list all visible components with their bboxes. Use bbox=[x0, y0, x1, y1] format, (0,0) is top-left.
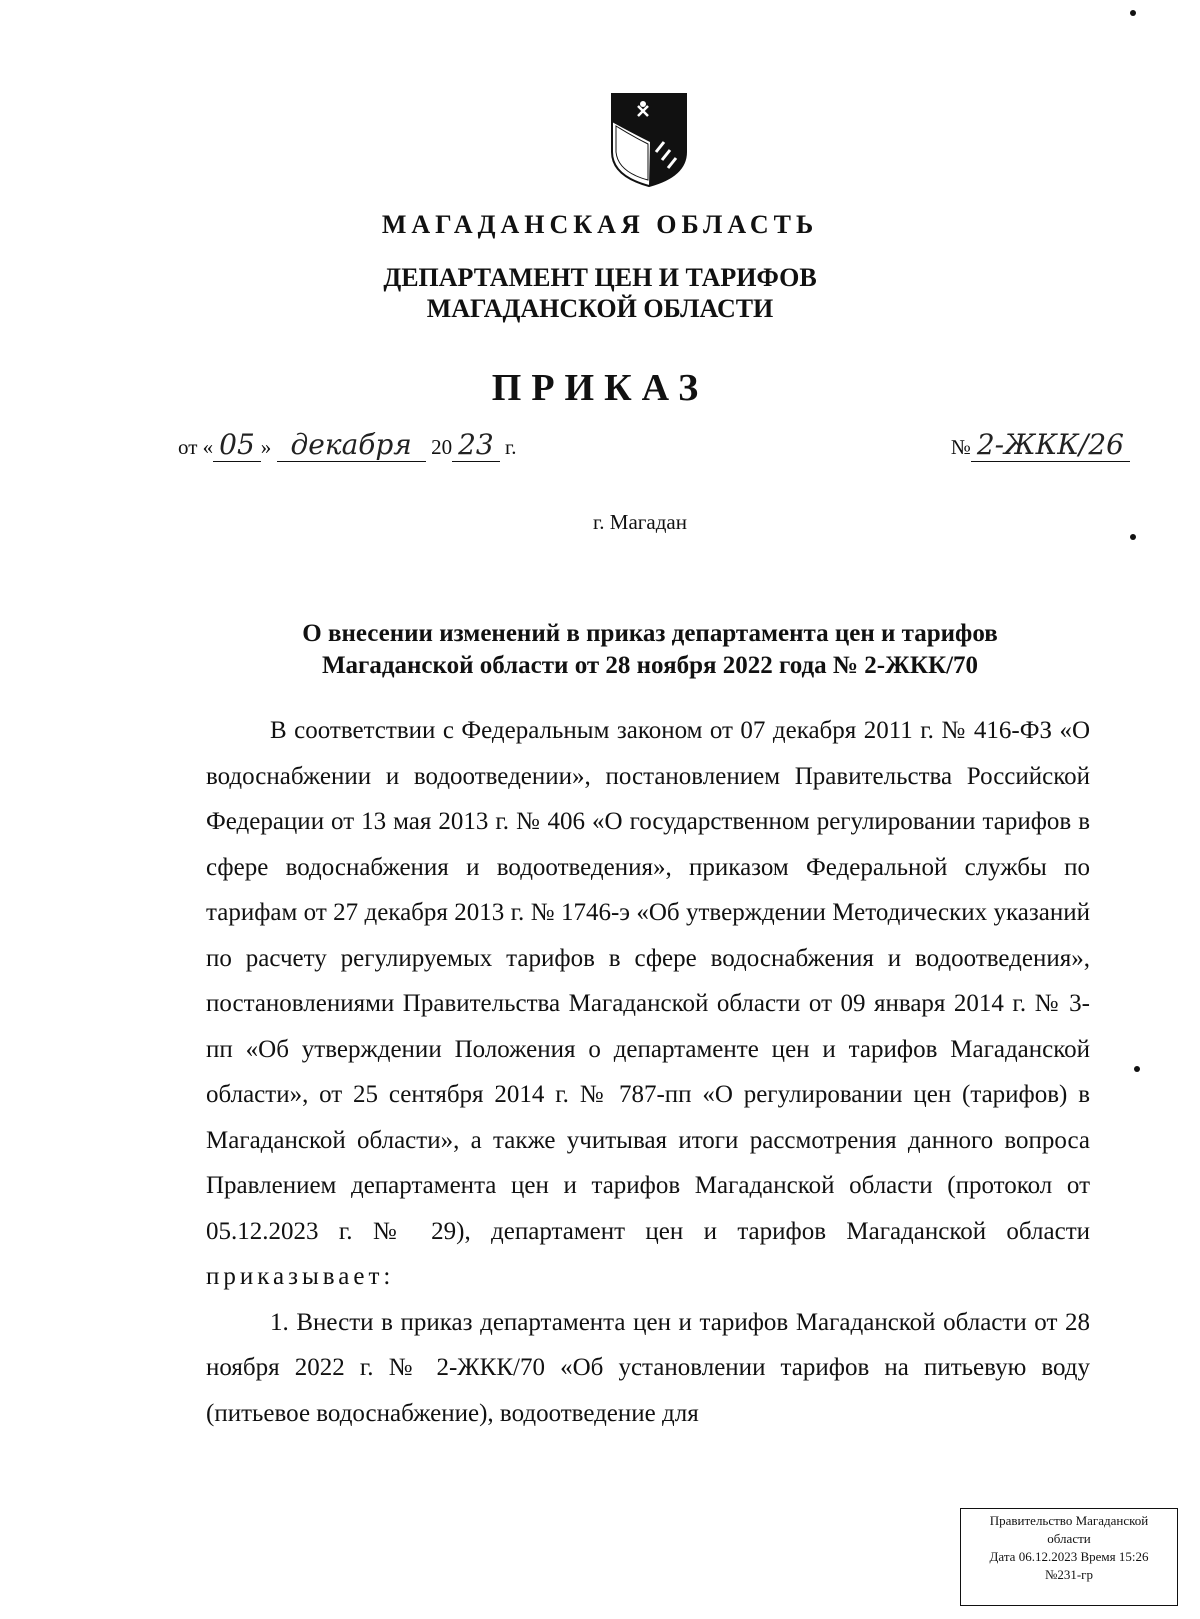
city-name: г. Магадан bbox=[593, 510, 687, 534]
stamp-line: Правительство Магаданской bbox=[989, 1513, 1149, 1528]
stamp-line: №231-гр bbox=[1044, 1567, 1094, 1582]
scan-speck bbox=[1134, 1066, 1140, 1072]
date-suffix: г. bbox=[504, 435, 517, 459]
paragraph-verb: приказывает: bbox=[206, 1263, 395, 1290]
date-month: декабря bbox=[277, 428, 426, 462]
date-prefix: от « bbox=[178, 435, 214, 459]
scan-speck bbox=[1130, 10, 1136, 16]
coat-of-arms-icon bbox=[610, 92, 688, 188]
body-paragraph bbox=[206, 708, 1090, 1300]
paragraph-text: В соответствии с Федеральным законом от 07 декабря 2011 г. № 416-ФЗ «О водоснабжении и водоотведении», постановлением Правительства Российской Федерации от 13 мая 2013 г. № 406 «О государственном регулировании тарифов в сфере водоснабжения и водоотведения», приказом Федеральной службы по тарифам от 27 декабря 2013 г. № 1746-э «Об утверждении Методических указаний по расчету регулируемых тарифов в сфере водоснабжения и водоотведения», постановлениями Правительства Магаданской области от 09 января 2014 г. № 3-пп «Об утверждении Положения о департаменте цен и тарифов Магаданской области», от 25 сентября 2014 г. № 787-пп «О регулировании цен (тарифов) в Магаданской области», а также учитывая итоги рассмотрения данного вопроса Правлением департамента цен и тарифов Магаданской области (протокол от 05.12.2023 г. № 29), департамент цен и тарифов Магаданской области bbox=[206, 717, 1090, 1245]
stamp-line: области bbox=[1047, 1531, 1091, 1546]
order-date-line bbox=[178, 428, 516, 462]
number-prefix: № bbox=[950, 435, 971, 459]
order-body bbox=[206, 708, 1090, 1436]
document-type-title: ПРИКАЗ bbox=[491, 367, 709, 409]
order-number-line bbox=[951, 428, 1130, 462]
order-subject-line2: Магаданской области от 28 ноября 2022 года № 2-ЖКК/70 bbox=[321, 652, 979, 679]
date-year-prefix: 20 bbox=[431, 435, 453, 459]
department-title bbox=[0, 262, 1200, 324]
order-subject-line1: О внесении изменений в приказ департамента цен и тарифов bbox=[302, 620, 998, 647]
body-paragraph: 1. Внести в приказ департамента цен и тарифов Магаданской области от 28 ноября 2022 г. № 2-ЖКК/70 «Об установлении тарифов на питьевую воду (питьевое водоснабжение), водоотведение для bbox=[206, 1308, 1090, 1427]
stamp-line: Дата 06.12.2023 Время 15:26 bbox=[989, 1549, 1149, 1564]
registration-stamp bbox=[960, 1508, 1178, 1606]
region-title: МАГАДАНСКАЯ ОБЛАСТЬ bbox=[381, 210, 819, 239]
order-number: 2-ЖКК/26 bbox=[971, 428, 1130, 462]
order-subject bbox=[200, 618, 1100, 682]
date-year-suffix: 23 bbox=[452, 428, 500, 462]
department-title-line2: МАГАДАНСКОЙ ОБЛАСТИ bbox=[426, 294, 774, 323]
department-title-line1: ДЕПАРТАМЕНТ ЦЕН И ТАРИФОВ bbox=[383, 263, 817, 292]
date-mid: » bbox=[260, 435, 272, 459]
date-day: 05 bbox=[213, 428, 261, 462]
